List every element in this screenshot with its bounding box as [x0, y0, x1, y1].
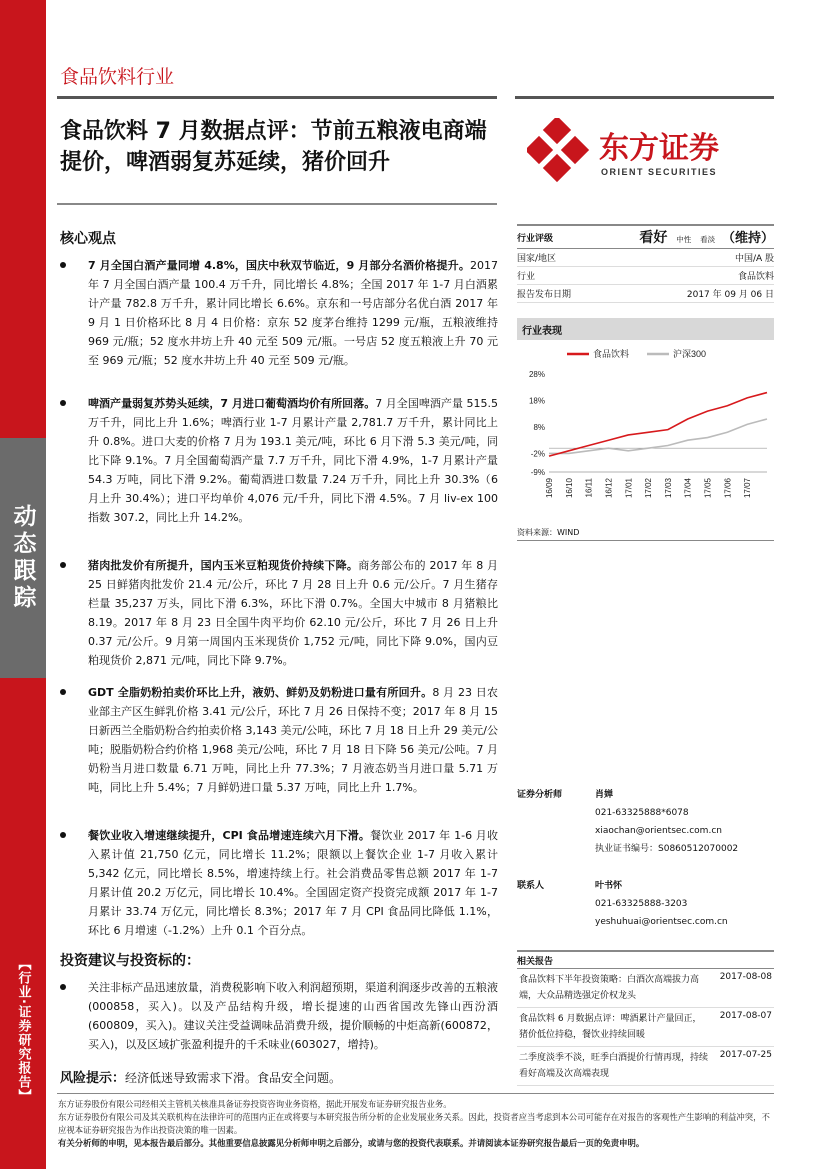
x-tick-label: 17/01	[624, 478, 634, 499]
analyst-email[interactable]: xiaochan@orientsec.com.cn	[595, 826, 722, 836]
bullet-lead: GDT 全脂奶粉拍卖价环比上升，液奶、鲜奶及奶粉进口量有所回升。	[88, 686, 433, 699]
rating-value: 看好	[639, 230, 668, 246]
info-key: 国家/地区	[517, 254, 557, 264]
rating-table	[517, 224, 774, 303]
y-tick-label: 8%	[533, 422, 545, 432]
risk-label: 风险提示：	[60, 1071, 126, 1086]
risk-line	[60, 1067, 341, 1086]
bullet-dot-icon	[60, 984, 66, 990]
logo-en-text: ORIENT SECURITIES	[601, 167, 718, 177]
analyst-phone: 021-63325888*6078	[595, 808, 689, 818]
analyst-cert: 执业证书编号：S0860512070002	[595, 844, 739, 854]
related-heading: 相关报告	[517, 950, 774, 969]
bullet-item	[60, 556, 498, 670]
bullet-body: 餐饮业 2017 年 1-6 月收入累计值 21,750 亿元，同比增长 11.2%；限额以上餐饮企业 1-7 月收入累计 5,342 亿元，同比增长 8.5%，增速持续上行。社会消费品零售总额 2017 年 1-7 月累计值 20.2 万亿元，同比增长 10.4%。全国固定资产投资完成额 2017 年 1-7 月累计 33.74 万亿元，同比增长 8.3%；2017 年 7 月 CPI 食品同比降低 1.1%，环比 6 月增速（-1.2%）上升 0.1 个百分点。	[88, 829, 498, 937]
header-rule-left	[57, 96, 497, 99]
info-row	[517, 249, 774, 267]
bullet-body: 商务部公布的 2017 年 8 月 25 日鲜猪肉批发价 21.4 元/公斤，环比 7 月 28 日上升 0.6 元/公斤。7 月生猪存栏量 35,237 万头，同比下滑 6.3%，环比下滑 0.7%。全国大中城市 8 月猪粮比 8.19。2017 年 8 月 23 日全国牛肉平均价 62.10 元/公斤，环比 7 月 26 日上升 0.37 元/公斤。9 月第一周国内玉米现货价 1,752 元/吨，同比下降 9.0%，国内豆粕现货价 2,871 元/吨，同比下降 9.7%。	[88, 559, 498, 667]
core-heading: 核心观点	[60, 231, 116, 247]
title-rule	[57, 203, 497, 205]
analyst-title: 证券分析师	[517, 790, 563, 800]
rating-option: 中性	[676, 235, 692, 244]
info-key: 报告发布日期	[517, 290, 572, 300]
y-tick-label: 28%	[528, 370, 545, 379]
bullet-body: 2017 年 7 月全国白酒产量 100.4 万千升，同比增长 4.8%；全国 2017 年 1-7 月白酒累计产量 782.8 万千升，累计同比增长 6.6%。京东和一号店部分名优白酒 2017 年 9 月 1 日价格环比 8 月 4 日价格：京东 52 度茅台维持 1299 元/瓶，五粮液维持 969 元/瓶；52 度水井坊上升 40 元至 509 元/瓶。一号店 52 度五粮液上升 70 元至 969 元/瓶；52 度水井坊上升 40 元至 509 元/瓶。	[88, 259, 498, 367]
disclaimer-line: 东方证券股份有限公司及其关联机构在法律许可的范围内正在或将要与本研究报告所分析的企业发展业务关系。因此，投资者应当考虑到本公司可能存在对报告的客观性产生影响的利益冲突，不应视本证券研究报告为作出投资决策的唯一因素。	[58, 1112, 770, 1135]
contact-name: 叶书怀	[595, 881, 623, 891]
contact-title: 联系人	[517, 881, 545, 891]
legend-label: 沪深300	[673, 349, 707, 359]
related-title[interactable]: 二季度淡季不淡，旺季白酒提价行情再现，持续看好高端及次高端表现	[519, 1053, 709, 1079]
related-item[interactable]	[517, 1047, 774, 1086]
disclaimer-line: 东方证券股份有限公司经相关主管机关核准具备证券投资咨询业务资格，据此开展发布证券研究报告业务。	[58, 1099, 452, 1109]
side-series-label: 【行业·证券研究报告】	[15, 957, 31, 1103]
invest-item	[60, 978, 498, 1054]
rating-label: 行业评级	[517, 233, 554, 244]
x-tick-label: 16/12	[604, 478, 614, 499]
bullet-dot-icon	[60, 689, 66, 695]
chart-source: 资料来源：WIND	[517, 528, 580, 537]
contact-email[interactable]: yeshuhuai@orientsec.com.cn	[595, 917, 728, 927]
x-tick-label: 16/11	[584, 478, 594, 498]
related-date: 2017-08-07	[719, 1011, 772, 1021]
x-tick-label: 17/07	[743, 478, 753, 499]
bullet-body: 8 月 23 日农业部主产区生鲜乳价格 3.41 元/公斤，环比 7 月 26 日保持不变；2017 年 8 月 15 日新西兰全脂奶粉合约拍卖价格 3,143 美元/公吨，环比 7 月 18 日上升 29 美元/公吨；脱脂奶粉合约价格 1,968 美元/公吨，环比 7 月 18 日下降 56 美元/公吨。7 月奶粉当月进口数量 6.71 万吨，同比上升 77.3%；7 月液态奶当月进口量 5.71 万吨，同比上升 5.4%；7 月鲜奶进口量 5.37 万吨，同比上升 1.7%。	[88, 686, 498, 794]
contact-phone: 021-63325888-3203	[595, 899, 688, 909]
related-title[interactable]: 食品饮料 6 月数据点评：啤酒累计产量回正，猪价低位持稳，餐饮业持续回暖	[519, 1014, 702, 1040]
risk-text: 经济低迷导致需求下滑。食品安全问题。	[125, 1071, 342, 1085]
bullet-lead: 7 月全国白酒产量同增 4.8%，国庆中秋双节临近，9 月部分名酒价格提升。	[88, 259, 470, 272]
rating-row	[517, 224, 774, 249]
info-value: 食品饮料	[737, 272, 774, 282]
invest-text: 关注非标产品迅速放量，消费税影响下收入利润超预期，渠道利润逐步改善的五粮液(000858，买入)。以及产品结构升级，增长提速的山西省国改先锋山西汾酒(600809，买入)。建议关注受益调味品消费升级，提价顺畅的中炬高新(600872，买入)，以及区域扩张盈利提升的千禾味业(603027，增持)。	[88, 981, 498, 1051]
x-tick-label: 17/03	[663, 478, 673, 499]
rating-values	[639, 227, 774, 247]
bullet-dot-icon	[60, 562, 66, 568]
y-tick-label: -9%	[530, 468, 545, 477]
info-row	[517, 267, 774, 285]
bullet-dot-icon	[60, 262, 66, 268]
bullet-item	[60, 394, 498, 527]
info-value: 中国/A 股	[734, 254, 774, 264]
chart-axes	[529, 370, 767, 498]
performance-chart	[517, 344, 774, 534]
bullet-lead: 啤酒产量弱复苏势头延续，7 月进口葡萄酒均价有所回落。	[88, 397, 376, 410]
bullet-item	[60, 256, 498, 370]
x-tick-label: 17/02	[644, 478, 654, 499]
analyst-block	[517, 787, 774, 947]
chart-rule	[517, 540, 774, 541]
x-tick-label: 17/06	[723, 478, 733, 499]
sector-label: 食品饮料行业	[60, 66, 175, 88]
legend-label: 食品饮料	[593, 349, 630, 359]
header-rule-right	[515, 96, 774, 99]
disclaimer-rule	[57, 1093, 774, 1094]
bullet-item	[60, 683, 498, 797]
bullet-dot-icon	[60, 832, 66, 838]
analyst-name: 肖婵	[595, 790, 614, 800]
rating-option: 看淡	[700, 235, 716, 244]
bullet-dot-icon	[60, 400, 66, 406]
side-label: 动态跟踪	[9, 504, 36, 612]
disclaimer	[58, 1098, 774, 1150]
related-date: 2017-08-08	[719, 972, 772, 982]
info-row	[517, 285, 774, 303]
y-tick-label: -2%	[530, 449, 545, 459]
info-value: 2017 年 09 月 06 日	[686, 290, 774, 300]
disclaimer-line: 有关分析师的申明，见本报告最后部分。其他重要信息披露见分析师申明之后部分，或请与您的投资代表联系。并请阅读本证券研究报告最后一页的免责申明。	[58, 1138, 645, 1148]
bullet-lead: 餐饮业收入增速继续提升，CPI 食品增速连续六月下滑。	[88, 829, 371, 842]
chart-legend	[567, 348, 706, 359]
related-item[interactable]	[517, 1008, 774, 1047]
invest-heading: 投资建议与投资标的：	[60, 953, 200, 969]
bullet-body: 7 月全国啤酒产量 515.5 万千升，同比上升 1.6%；啤酒行业 1-7 月累计产量 2,781.7 万千升，累计同比上升 0.8%。进口大麦的价格 7 月为 193.1 美元/吨，环比 6 月下滑 5.3 美元/吨，同比下降 9.1%。7 月全国葡萄酒产量 7.7 万千升，同比下滑 4.9%，1-7 月累计产量 54.3 万吨，同比下滑 9.2%。葡萄酒进口数量 7.24 万千升，同比上升 30.3%（6 月上升 30.4%）；进口平均单价 4,076 元/千升，同比下滑 4.5%。7 月 liv-ex 100 指数 307.2，同比上升 14.2%。	[88, 397, 498, 524]
x-tick-label: 17/05	[703, 478, 713, 499]
related-title[interactable]: 食品饮料下半年投资策略：白酒次高端拔力高端，大众品精选强定价权龙头	[519, 975, 700, 1001]
bullet-lead: 猪肉批发价有所提升，国内玉米豆粕现货价持续下降。	[88, 559, 359, 572]
orient-securities-logo	[527, 118, 777, 188]
chart-lines	[549, 393, 767, 457]
y-tick-label: 18%	[528, 396, 545, 406]
info-key: 行业	[517, 272, 536, 282]
perf-heading: 行业表现	[517, 318, 774, 340]
x-tick-label: 16/09	[545, 478, 554, 499]
related-reports	[517, 950, 774, 1086]
report-title: 食品饮料 7 月数据点评：节前五粮液电商端提价，啤酒弱复苏延续，猪价回升	[60, 119, 487, 175]
bullet-item	[60, 826, 498, 940]
logo-cn-text: 东方证券	[599, 132, 719, 165]
logo-mark-icon	[527, 118, 589, 182]
related-item[interactable]	[517, 969, 774, 1008]
x-tick-label: 17/04	[683, 478, 693, 499]
x-tick-label: 16/10	[564, 478, 574, 499]
rating-prev: （维持）	[721, 231, 774, 246]
related-date: 2017-07-25	[719, 1050, 772, 1060]
